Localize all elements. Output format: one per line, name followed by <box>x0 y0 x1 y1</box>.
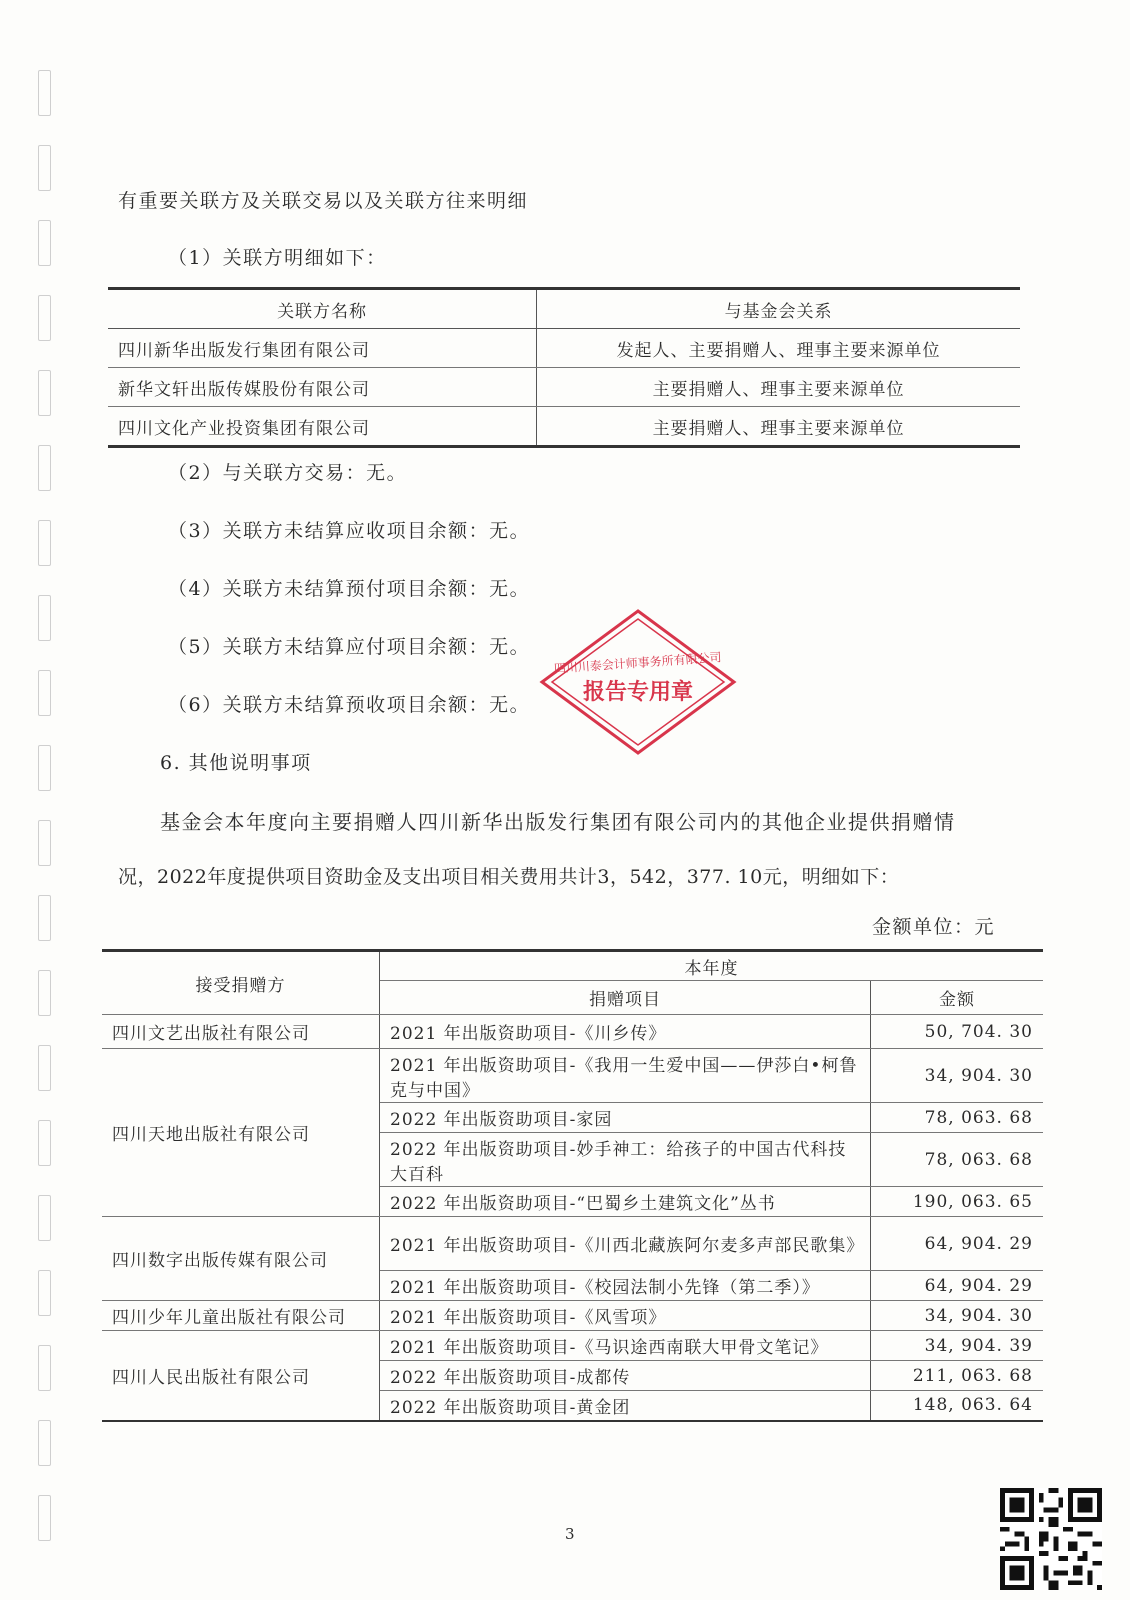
binder-hole <box>38 445 51 491</box>
amount-unit: 金额单位：元 <box>872 916 996 938</box>
header-project: 捐赠项目 <box>380 981 871 1015</box>
recipient-name: 四川天地出版社有限公司 <box>102 1049 380 1217</box>
header-amount: 金额 <box>871 981 1044 1015</box>
project-name: 2021 年出版资助项目-《川西北藏族阿尔麦多声部民歌集》 <box>380 1217 871 1271</box>
binder-hole <box>38 1420 51 1466</box>
binder-hole <box>38 1120 51 1166</box>
table-row <box>108 329 1020 368</box>
binder-hole <box>38 1345 51 1391</box>
intro-line: 有重要关联方及关联交易以及关联方往来明细 <box>118 190 529 212</box>
amount-value: 34, 904. 30 <box>871 1049 1044 1103</box>
header-party-name: 关联方名称 <box>108 289 537 329</box>
section6-para2: 况，2022年度提供项目资助金及支出项目相关费用共计3，542，377. 10元，明细如下： <box>118 866 900 888</box>
recipient-name: 四川少年儿童出版社有限公司 <box>102 1301 380 1331</box>
section6-title: 6. 其他说明事项 <box>160 752 312 774</box>
binder-hole <box>38 970 51 1016</box>
table-row <box>102 1049 1043 1103</box>
party-relationship: 主要捐赠人、理事主要来源单位 <box>537 368 1020 407</box>
binder-hole <box>38 595 51 641</box>
binder-hole <box>38 670 51 716</box>
binder-hole <box>38 1270 51 1316</box>
binder-hole <box>38 895 51 941</box>
amount-value: 64, 904. 29 <box>871 1271 1044 1301</box>
table-row <box>102 1331 1043 1361</box>
table-row <box>108 407 1020 447</box>
party-relationship: 发起人、主要捐赠人、理事主要来源单位 <box>537 329 1020 368</box>
binder-hole <box>38 745 51 791</box>
donation-table <box>102 949 1043 1422</box>
amount-value: 78, 063. 68 <box>871 1103 1044 1133</box>
amount-value: 34, 904. 39 <box>871 1331 1044 1361</box>
party-name: 新华文轩出版传媒股份有限公司 <box>108 368 537 407</box>
item-5: （5）关联方未结算应付项目余额：无。 <box>168 636 531 658</box>
item-1: （1）关联方明细如下： <box>168 247 387 269</box>
amount-value: 148, 063. 64 <box>912 1395 1033 1416</box>
party-name: 四川文化产业投资集团有限公司 <box>108 407 537 447</box>
section6-para1: 基金会本年度向主要捐赠人四川新华出版发行集团有限公司内的其他企业提供捐赠情 <box>160 810 956 834</box>
project-name: 2022 年出版资助项目-“巴蜀乡土建筑文化”丛书 <box>380 1187 871 1217</box>
recipient-name: 四川人民出版社有限公司 <box>102 1331 380 1421</box>
party-name: 四川新华出版发行集团有限公司 <box>108 329 537 368</box>
project-name: 2022 年出版资助项目-成都传 <box>380 1361 871 1391</box>
stamp-line2: 报告专用章 <box>582 680 694 705</box>
amount-value: 64, 904. 29 <box>871 1217 1044 1271</box>
project-name: 2022 年出版资助项目-家园 <box>380 1103 871 1133</box>
binder-hole <box>38 520 51 566</box>
header-relationship: 与基金会关系 <box>537 289 1020 329</box>
report-seal-stamp <box>538 607 738 757</box>
project-name: 2021 年出版资助项目-《我用一生爱中国——伊莎白•柯鲁克与中国》 <box>380 1049 871 1103</box>
binder-hole <box>38 1045 51 1091</box>
project-name: 2021 年出版资助项目-《川乡传》 <box>380 1015 871 1049</box>
table-row <box>102 1015 1043 1049</box>
table-row <box>102 1217 1043 1271</box>
project-name: 2021 年出版资助项目-《风雪项》 <box>380 1301 871 1331</box>
table-row <box>102 1301 1043 1331</box>
project-name: 2022 年出版资助项目-黄金团 <box>380 1391 871 1421</box>
related-party-table <box>108 287 1020 448</box>
binder-hole <box>38 295 51 341</box>
table-row <box>108 368 1020 407</box>
binder-hole <box>38 145 51 191</box>
recipient-name: 四川数字出版传媒有限公司 <box>102 1217 380 1301</box>
page-number: 3 <box>565 1525 575 1543</box>
recipient-name: 四川文艺出版社有限公司 <box>102 1015 380 1049</box>
binder-hole <box>38 1195 51 1241</box>
project-name: 2021 年出版资助项目-《校园法制小先锋（第二季）》 <box>380 1271 871 1301</box>
project-name: 2022 年出版资助项目-妙手神工：给孩子的中国古代科技大百科 <box>380 1133 871 1187</box>
header-current-year: 本年度 <box>380 951 1044 981</box>
amount-value: 211, 063. 68 <box>871 1361 1044 1391</box>
binder-hole <box>38 70 51 116</box>
stamp-line1: 四川川泰会计师事务所有限公司 <box>553 650 723 676</box>
binder-hole <box>38 220 51 266</box>
project-name: 2021 年出版资助项目-《马识途西南联大甲骨文笔记》 <box>380 1331 871 1361</box>
amount-value: 190, 063. 65 <box>871 1187 1044 1217</box>
item-4: （4）关联方未结算预付项目余额：无。 <box>168 578 531 600</box>
amount-value: 50, 704. 30 <box>871 1015 1044 1049</box>
binder-hole <box>38 1495 51 1541</box>
amount-value: 78, 063. 68 <box>871 1133 1044 1187</box>
amount-value: 34, 904. 30 <box>871 1301 1044 1331</box>
qr-code-icon <box>1000 1488 1102 1590</box>
header-recipient: 接受捐赠方 <box>102 951 380 1015</box>
item-6: （6）关联方未结算预收项目余额：无。 <box>168 694 531 716</box>
table-header-row <box>108 289 1020 329</box>
binder-hole <box>38 370 51 416</box>
binder-hole <box>38 820 51 866</box>
item-3: （3）关联方未结算应收项目余额：无。 <box>168 520 531 542</box>
party-relationship: 主要捐赠人、理事主要来源单位 <box>652 418 905 439</box>
item-2: （2）与关联方交易：无。 <box>168 462 408 484</box>
